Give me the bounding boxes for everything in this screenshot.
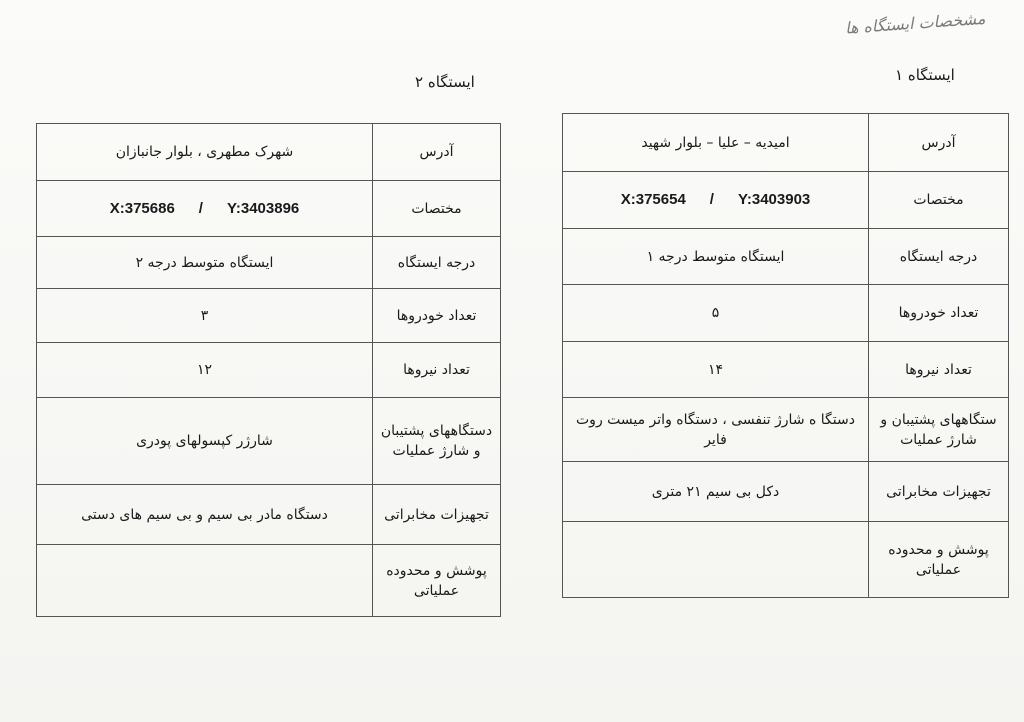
station2-table [36,123,501,617]
station-grade-value: ایستگاه متوسط درجه ۱ [563,229,869,285]
coordinate-x: X:375654 [620,191,686,208]
coordinate-separator: / [198,199,203,217]
station1-table [562,113,1009,598]
staff-count-label: تعداد نیروها [373,343,501,398]
table-row [563,462,1009,522]
coverage-area-value [563,522,869,598]
coverage-area-label: پوشش و محدوده عملیاتی [869,522,1009,598]
staff-count-value: ۱۲ [37,343,373,398]
station-grade-label: درجه ایستگاه [869,229,1009,285]
telecom-equipment-label: تجهیزات مخابراتی [869,462,1009,522]
coordinates-value [37,181,373,237]
support-devices-value: شارژر کپسولهای پودری [37,398,373,485]
coordinates-label: مختصات [373,181,501,237]
coordinates-label: مختصات [869,172,1009,229]
station-grade-value: ایستگاه متوسط درجه ۲ [37,237,373,289]
table-row [37,545,501,617]
coordinate-separator: / [709,191,714,208]
handwritten-note: مشخصات ایستگاه ها [844,8,986,38]
telecom-equipment-label: تجهیزات مخابراتی [373,485,501,545]
address-label: آدرس [373,124,501,181]
station-grade-label: درجه ایستگاه [373,237,501,289]
table-row [563,229,1009,285]
vehicle-count-label: تعداد خودروها [373,289,501,343]
staff-count-label: تعداد نیروها [869,342,1009,398]
address-label: آدرس [869,114,1009,172]
coverage-area-label: پوشش و محدوده عملیاتی [373,545,501,617]
support-devices-label: دستگاههای پشتیبان و شارژ عملیات [373,398,501,485]
coordinate-y: Y:3403896 [226,199,300,217]
coordinates-value [563,172,869,229]
table-row [37,398,501,485]
table-row [563,114,1009,172]
table-row [37,289,501,343]
address-value: امیدیه – علیا – بلوار شهید [563,114,869,172]
table-row [563,172,1009,229]
support-devices-value: دستگا ه شارژ تنفسی ، دستگاه واتر میست روت فایر [563,398,869,462]
table-row [563,522,1009,598]
table-row [37,485,501,545]
telecom-equipment-value: دستگاه مادر بی سیم و بی سیم های دستی [37,485,373,545]
vehicle-count-label: تعداد خودروها [869,285,1009,342]
table-row [37,181,501,237]
support-devices-label: ستگاههای پشتیبان و شارژ عملیات [869,398,1009,462]
coverage-area-value [37,545,373,617]
vehicle-count-value: ۳ [37,289,373,343]
address-value: شهرک مطهری ، بلوار جانبازان [37,124,373,181]
vehicle-count-value: ۵ [563,285,869,342]
table-row [563,285,1009,342]
coordinate-y: Y:3403903 [737,191,811,208]
table-row [563,398,1009,462]
station1-title: ایستگاه ۱ [895,66,955,84]
telecom-equipment-value: دکل بی سیم ۲۱ متری [563,462,869,522]
table-row [37,237,501,289]
staff-count-value: ۱۴ [563,342,869,398]
station2-title: ایستگاه ۲ [415,73,475,91]
table-row [563,342,1009,398]
table-row [37,343,501,398]
coordinate-x: X:375686 [109,199,175,217]
table-row [37,124,501,181]
